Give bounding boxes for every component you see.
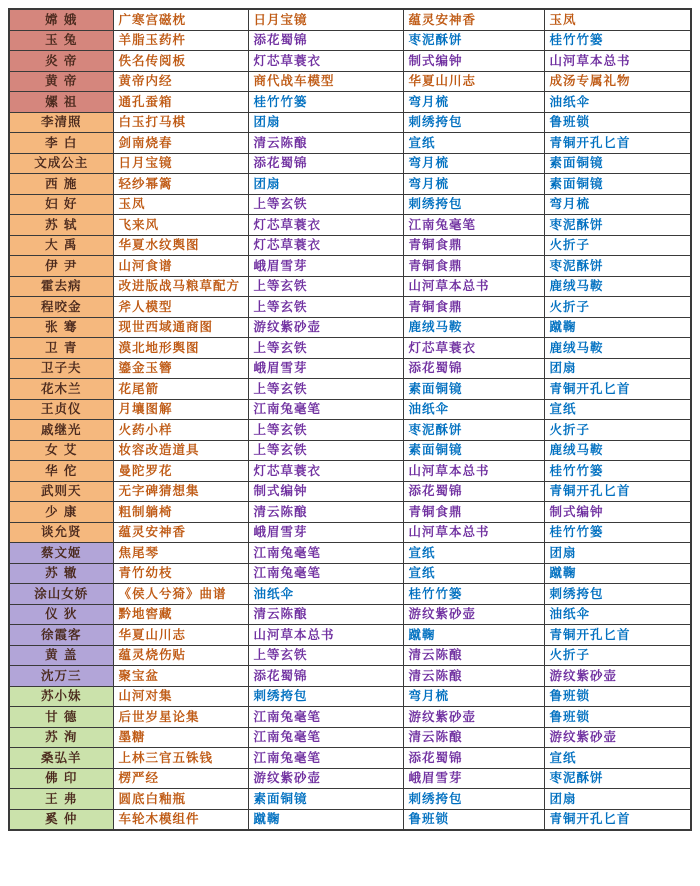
gift-item-1: 佚名传阅板 [113, 51, 248, 72]
gift-item-2: 添花蜀锦 [248, 666, 403, 687]
gift-item-1: 粗制躺椅 [113, 502, 248, 523]
gift-item-2: 江南兔毫笔 [248, 748, 403, 769]
character-row [9, 92, 691, 113]
gift-item-1: 焦尾琴 [113, 543, 248, 564]
gift-item-3: 添花蜀锦 [403, 748, 544, 769]
character-row [9, 112, 691, 133]
gift-item-1: 后世岁星论集 [113, 707, 248, 728]
gift-item-2: 江南兔毫笔 [248, 707, 403, 728]
character-row [9, 297, 691, 318]
character-name: 谈允贤 [9, 522, 113, 543]
character-name: 黄 帝 [9, 71, 113, 92]
gift-item-3: 枣泥酥饼 [403, 420, 544, 441]
character-row [9, 317, 691, 338]
gift-item-3: 刺绣挎包 [403, 789, 544, 810]
gift-item-3: 刺绣挎包 [403, 194, 544, 215]
gift-table-body [9, 9, 691, 830]
gift-item-4: 制式编钟 [544, 502, 691, 523]
gift-item-3: 山河草本总书 [403, 522, 544, 543]
gift-item-3: 青铜食鼎 [403, 235, 544, 256]
character-name: 苏 洵 [9, 727, 113, 748]
gift-item-4: 枣泥酥饼 [544, 768, 691, 789]
character-row [9, 379, 691, 400]
gift-item-3: 游纹紫砂壶 [403, 604, 544, 625]
character-name: 苏 轼 [9, 215, 113, 236]
gift-item-4: 枣泥酥饼 [544, 215, 691, 236]
gift-item-4: 桂竹竹篓 [544, 30, 691, 51]
gift-item-4: 团扇 [544, 543, 691, 564]
gift-item-4: 鲁班锁 [544, 707, 691, 728]
gift-item-3: 弯月梳 [403, 153, 544, 174]
gift-item-4: 青铜开孔匕首 [544, 625, 691, 646]
gift-item-2: 灯芯草蓑衣 [248, 51, 403, 72]
character-row [9, 748, 691, 769]
character-row [9, 440, 691, 461]
gift-item-4: 游纹紫砂壶 [544, 727, 691, 748]
gift-item-2: 清云陈酿 [248, 502, 403, 523]
character-name: 佛 印 [9, 768, 113, 789]
gift-item-1: 曼陀罗花 [113, 461, 248, 482]
character-name: 卫子夫 [9, 358, 113, 379]
gift-item-4: 油纸伞 [544, 604, 691, 625]
gift-item-3: 灯芯草蓑衣 [403, 338, 544, 359]
character-name: 黄 盖 [9, 645, 113, 666]
gift-item-3: 枣泥酥饼 [403, 30, 544, 51]
gift-item-3: 宣纸 [403, 133, 544, 154]
gift-item-4: 油纸伞 [544, 92, 691, 113]
character-name: 李清照 [9, 112, 113, 133]
gift-item-1: 《侯人兮猗》曲谱 [113, 584, 248, 605]
character-row [9, 153, 691, 174]
gift-item-3: 清云陈酿 [403, 666, 544, 687]
gift-item-1: 日月宝镜 [113, 153, 248, 174]
character-row [9, 51, 691, 72]
gift-item-1: 蕴灵安神香 [113, 522, 248, 543]
gift-item-2: 江南兔毫笔 [248, 399, 403, 420]
gift-item-3: 素面铜镜 [403, 440, 544, 461]
gift-item-2: 峨眉雪芽 [248, 256, 403, 277]
gift-item-1: 火药小样 [113, 420, 248, 441]
gift-item-2: 桂竹竹篓 [248, 92, 403, 113]
character-row [9, 276, 691, 297]
gift-item-1: 改进版战马粮草配方 [113, 276, 248, 297]
character-name: 炎 帝 [9, 51, 113, 72]
character-row [9, 727, 691, 748]
gift-item-4: 蹴鞠 [544, 317, 691, 338]
gift-item-4: 鹿绒马鞍 [544, 276, 691, 297]
gift-item-4: 青铜开孔匕首 [544, 481, 691, 502]
character-name: 苏小妹 [9, 686, 113, 707]
character-row [9, 686, 691, 707]
gift-item-4: 宣纸 [544, 399, 691, 420]
gift-item-1: 黔地窖藏 [113, 604, 248, 625]
gift-item-2: 素面铜镜 [248, 789, 403, 810]
character-name: 程咬金 [9, 297, 113, 318]
gift-item-1: 无字碑猜想集 [113, 481, 248, 502]
character-row [9, 235, 691, 256]
character-row [9, 174, 691, 195]
character-name: 玉 兔 [9, 30, 113, 51]
gift-item-2: 制式编钟 [248, 481, 403, 502]
gift-item-1: 现世西域通商图 [113, 317, 248, 338]
character-row [9, 358, 691, 379]
gift-item-4: 桂竹竹篓 [544, 461, 691, 482]
gift-item-1: 华夏山川志 [113, 625, 248, 646]
character-row [9, 461, 691, 482]
gift-item-1: 蕴灵烧伤贴 [113, 645, 248, 666]
character-name: 徐霞客 [9, 625, 113, 646]
character-row [9, 584, 691, 605]
character-row [9, 563, 691, 584]
gift-item-3: 宣纸 [403, 563, 544, 584]
gift-item-4: 鹿绒马鞍 [544, 338, 691, 359]
gift-item-4: 鲁班锁 [544, 112, 691, 133]
gift-item-1: 黄帝内经 [113, 71, 248, 92]
character-row [9, 543, 691, 564]
character-row [9, 666, 691, 687]
gift-item-4: 青铜开孔匕首 [544, 809, 691, 830]
gift-item-1: 剑南烧春 [113, 133, 248, 154]
character-name: 武则天 [9, 481, 113, 502]
gift-item-1: 通孔蚕箱 [113, 92, 248, 113]
character-name: 王 弗 [9, 789, 113, 810]
character-row [9, 420, 691, 441]
gift-item-4: 宣纸 [544, 748, 691, 769]
gift-item-2: 日月宝镜 [248, 9, 403, 30]
gift-item-3: 桂竹竹篓 [403, 584, 544, 605]
gift-item-2: 油纸伞 [248, 584, 403, 605]
character-row [9, 768, 691, 789]
gift-item-2: 灯芯草蓑衣 [248, 235, 403, 256]
character-name: 少 康 [9, 502, 113, 523]
gift-item-4: 火折子 [544, 235, 691, 256]
character-name: 伊 尹 [9, 256, 113, 277]
gift-item-2: 上等玄铁 [248, 645, 403, 666]
gift-item-3: 宣纸 [403, 543, 544, 564]
character-row [9, 133, 691, 154]
character-row [9, 215, 691, 236]
gift-item-4: 团扇 [544, 789, 691, 810]
gift-item-3: 油纸伞 [403, 399, 544, 420]
gift-item-3: 华夏山川志 [403, 71, 544, 92]
gift-item-2: 峨眉雪芽 [248, 358, 403, 379]
gift-item-1: 广寒宫磁枕 [113, 9, 248, 30]
character-name: 西 施 [9, 174, 113, 195]
gift-item-4: 蹴鞠 [544, 563, 691, 584]
character-row [9, 625, 691, 646]
gift-item-4: 弯月梳 [544, 194, 691, 215]
gift-item-2: 上等玄铁 [248, 297, 403, 318]
gift-item-4: 游纹紫砂壶 [544, 666, 691, 687]
gift-item-2: 山河草本总书 [248, 625, 403, 646]
gift-item-2: 上等玄铁 [248, 379, 403, 400]
character-name: 苏 辙 [9, 563, 113, 584]
gift-item-1: 羊脂玉药杵 [113, 30, 248, 51]
gift-item-3: 鹿绒马鞍 [403, 317, 544, 338]
character-name: 文成公主 [9, 153, 113, 174]
character-name: 蔡文姬 [9, 543, 113, 564]
character-name: 女 艾 [9, 440, 113, 461]
gift-item-1: 青竹幼枝 [113, 563, 248, 584]
gift-item-2: 灯芯草蓑衣 [248, 215, 403, 236]
gift-item-3: 刺绣挎包 [403, 112, 544, 133]
gift-item-2: 添花蜀锦 [248, 30, 403, 51]
gift-item-2: 上等玄铁 [248, 440, 403, 461]
gift-item-1: 斧人模型 [113, 297, 248, 318]
gift-item-2: 上等玄铁 [248, 420, 403, 441]
gift-item-3: 添花蜀锦 [403, 481, 544, 502]
gift-item-2: 蹴鞠 [248, 809, 403, 830]
gift-item-2: 江南兔毫笔 [248, 727, 403, 748]
character-name: 甘 德 [9, 707, 113, 728]
gift-item-4: 青铜开孔匕首 [544, 379, 691, 400]
character-row [9, 256, 691, 277]
gift-item-2: 团扇 [248, 174, 403, 195]
gift-item-3: 鲁班锁 [403, 809, 544, 830]
gift-item-2: 商代战车模型 [248, 71, 403, 92]
gift-item-4: 火折子 [544, 297, 691, 318]
character-row [9, 71, 691, 92]
character-name: 奚 仲 [9, 809, 113, 830]
gift-item-3: 山河草本总书 [403, 461, 544, 482]
gift-item-4: 成汤专属礼物 [544, 71, 691, 92]
gift-item-2: 游纹紫砂壶 [248, 768, 403, 789]
character-gift-table [8, 8, 692, 831]
gift-item-1: 玉凤 [113, 194, 248, 215]
gift-item-3: 清云陈酿 [403, 727, 544, 748]
character-row [9, 194, 691, 215]
character-name: 张 骞 [9, 317, 113, 338]
gift-item-1: 华夏水纹舆图 [113, 235, 248, 256]
character-row [9, 502, 691, 523]
gift-item-1: 轻纱幂篱 [113, 174, 248, 195]
character-name: 仪 狄 [9, 604, 113, 625]
character-name: 华 佗 [9, 461, 113, 482]
character-name: 李 白 [9, 133, 113, 154]
gift-item-1: 月壤图解 [113, 399, 248, 420]
gift-item-3: 蹴鞠 [403, 625, 544, 646]
character-row [9, 338, 691, 359]
character-name: 妇 好 [9, 194, 113, 215]
gift-item-3: 清云陈酿 [403, 645, 544, 666]
character-row [9, 809, 691, 830]
gift-item-3: 弯月梳 [403, 686, 544, 707]
gift-item-4: 鲁班锁 [544, 686, 691, 707]
gift-item-1: 楞严经 [113, 768, 248, 789]
gift-item-3: 峨眉雪芽 [403, 768, 544, 789]
gift-item-2: 峨眉雪芽 [248, 522, 403, 543]
gift-item-2: 游纹紫砂壶 [248, 317, 403, 338]
character-row [9, 522, 691, 543]
character-name: 大 禹 [9, 235, 113, 256]
character-row [9, 481, 691, 502]
gift-item-2: 上等玄铁 [248, 194, 403, 215]
gift-item-1: 飞来风 [113, 215, 248, 236]
character-name: 王贞仪 [9, 399, 113, 420]
character-name: 霍去病 [9, 276, 113, 297]
gift-item-4: 素面铜镜 [544, 174, 691, 195]
gift-item-4: 团扇 [544, 358, 691, 379]
character-row [9, 645, 691, 666]
gift-item-4: 火折子 [544, 645, 691, 666]
gift-item-2: 刺绣挎包 [248, 686, 403, 707]
character-name: 戚继光 [9, 420, 113, 441]
character-name: 涂山女娇 [9, 584, 113, 605]
character-row [9, 604, 691, 625]
gift-item-3: 蕴灵安神香 [403, 9, 544, 30]
gift-item-3: 素面铜镜 [403, 379, 544, 400]
gift-item-1: 鎏金玉簪 [113, 358, 248, 379]
character-name: 沈万三 [9, 666, 113, 687]
gift-item-2: 团扇 [248, 112, 403, 133]
gift-item-4: 玉凤 [544, 9, 691, 30]
gift-item-1: 山河对集 [113, 686, 248, 707]
gift-item-4: 刺绣挎包 [544, 584, 691, 605]
gift-item-1: 墨糖 [113, 727, 248, 748]
gift-item-4: 火折子 [544, 420, 691, 441]
character-row [9, 707, 691, 728]
gift-item-4: 鹿绒马鞍 [544, 440, 691, 461]
gift-item-3: 游纹紫砂壶 [403, 707, 544, 728]
gift-item-1: 车轮木模组件 [113, 809, 248, 830]
character-row [9, 789, 691, 810]
character-name: 嫘 祖 [9, 92, 113, 113]
gift-item-4: 枣泥酥饼 [544, 256, 691, 277]
gift-item-4: 桂竹竹篓 [544, 522, 691, 543]
gift-item-3: 青铜食鼎 [403, 256, 544, 277]
gift-item-2: 江南兔毫笔 [248, 543, 403, 564]
character-name: 桑弘羊 [9, 748, 113, 769]
gift-item-1: 上林三官五铢钱 [113, 748, 248, 769]
character-name: 卫 青 [9, 338, 113, 359]
gift-item-2: 添花蜀锦 [248, 153, 403, 174]
character-name: 嫦 娥 [9, 9, 113, 30]
character-row [9, 399, 691, 420]
gift-item-1: 圆底白釉瓶 [113, 789, 248, 810]
gift-item-1: 妆容改造道具 [113, 440, 248, 461]
gift-item-3: 江南兔毫笔 [403, 215, 544, 236]
gift-item-2: 清云陈酿 [248, 133, 403, 154]
character-row [9, 30, 691, 51]
gift-item-3: 青铜食鼎 [403, 297, 544, 318]
character-row [9, 9, 691, 30]
gift-item-2: 上等玄铁 [248, 276, 403, 297]
gift-item-3: 青铜食鼎 [403, 502, 544, 523]
gift-item-3: 制式编钟 [403, 51, 544, 72]
gift-item-4: 山河草本总书 [544, 51, 691, 72]
gift-item-1: 漠北地形舆图 [113, 338, 248, 359]
gift-item-1: 花尾箭 [113, 379, 248, 400]
gift-item-2: 灯芯草蓑衣 [248, 461, 403, 482]
character-name: 花木兰 [9, 379, 113, 400]
gift-item-2: 清云陈酿 [248, 604, 403, 625]
gift-item-3: 山河草本总书 [403, 276, 544, 297]
gift-item-4: 青铜开孔匕首 [544, 133, 691, 154]
gift-item-3: 添花蜀锦 [403, 358, 544, 379]
gift-item-3: 弯月梳 [403, 92, 544, 113]
gift-item-4: 素面铜镜 [544, 153, 691, 174]
gift-item-2: 上等玄铁 [248, 338, 403, 359]
gift-item-1: 聚宝盆 [113, 666, 248, 687]
gift-item-2: 江南兔毫笔 [248, 563, 403, 584]
gift-item-3: 弯月梳 [403, 174, 544, 195]
gift-item-1: 山河食谱 [113, 256, 248, 277]
gift-item-1: 白玉打马棋 [113, 112, 248, 133]
